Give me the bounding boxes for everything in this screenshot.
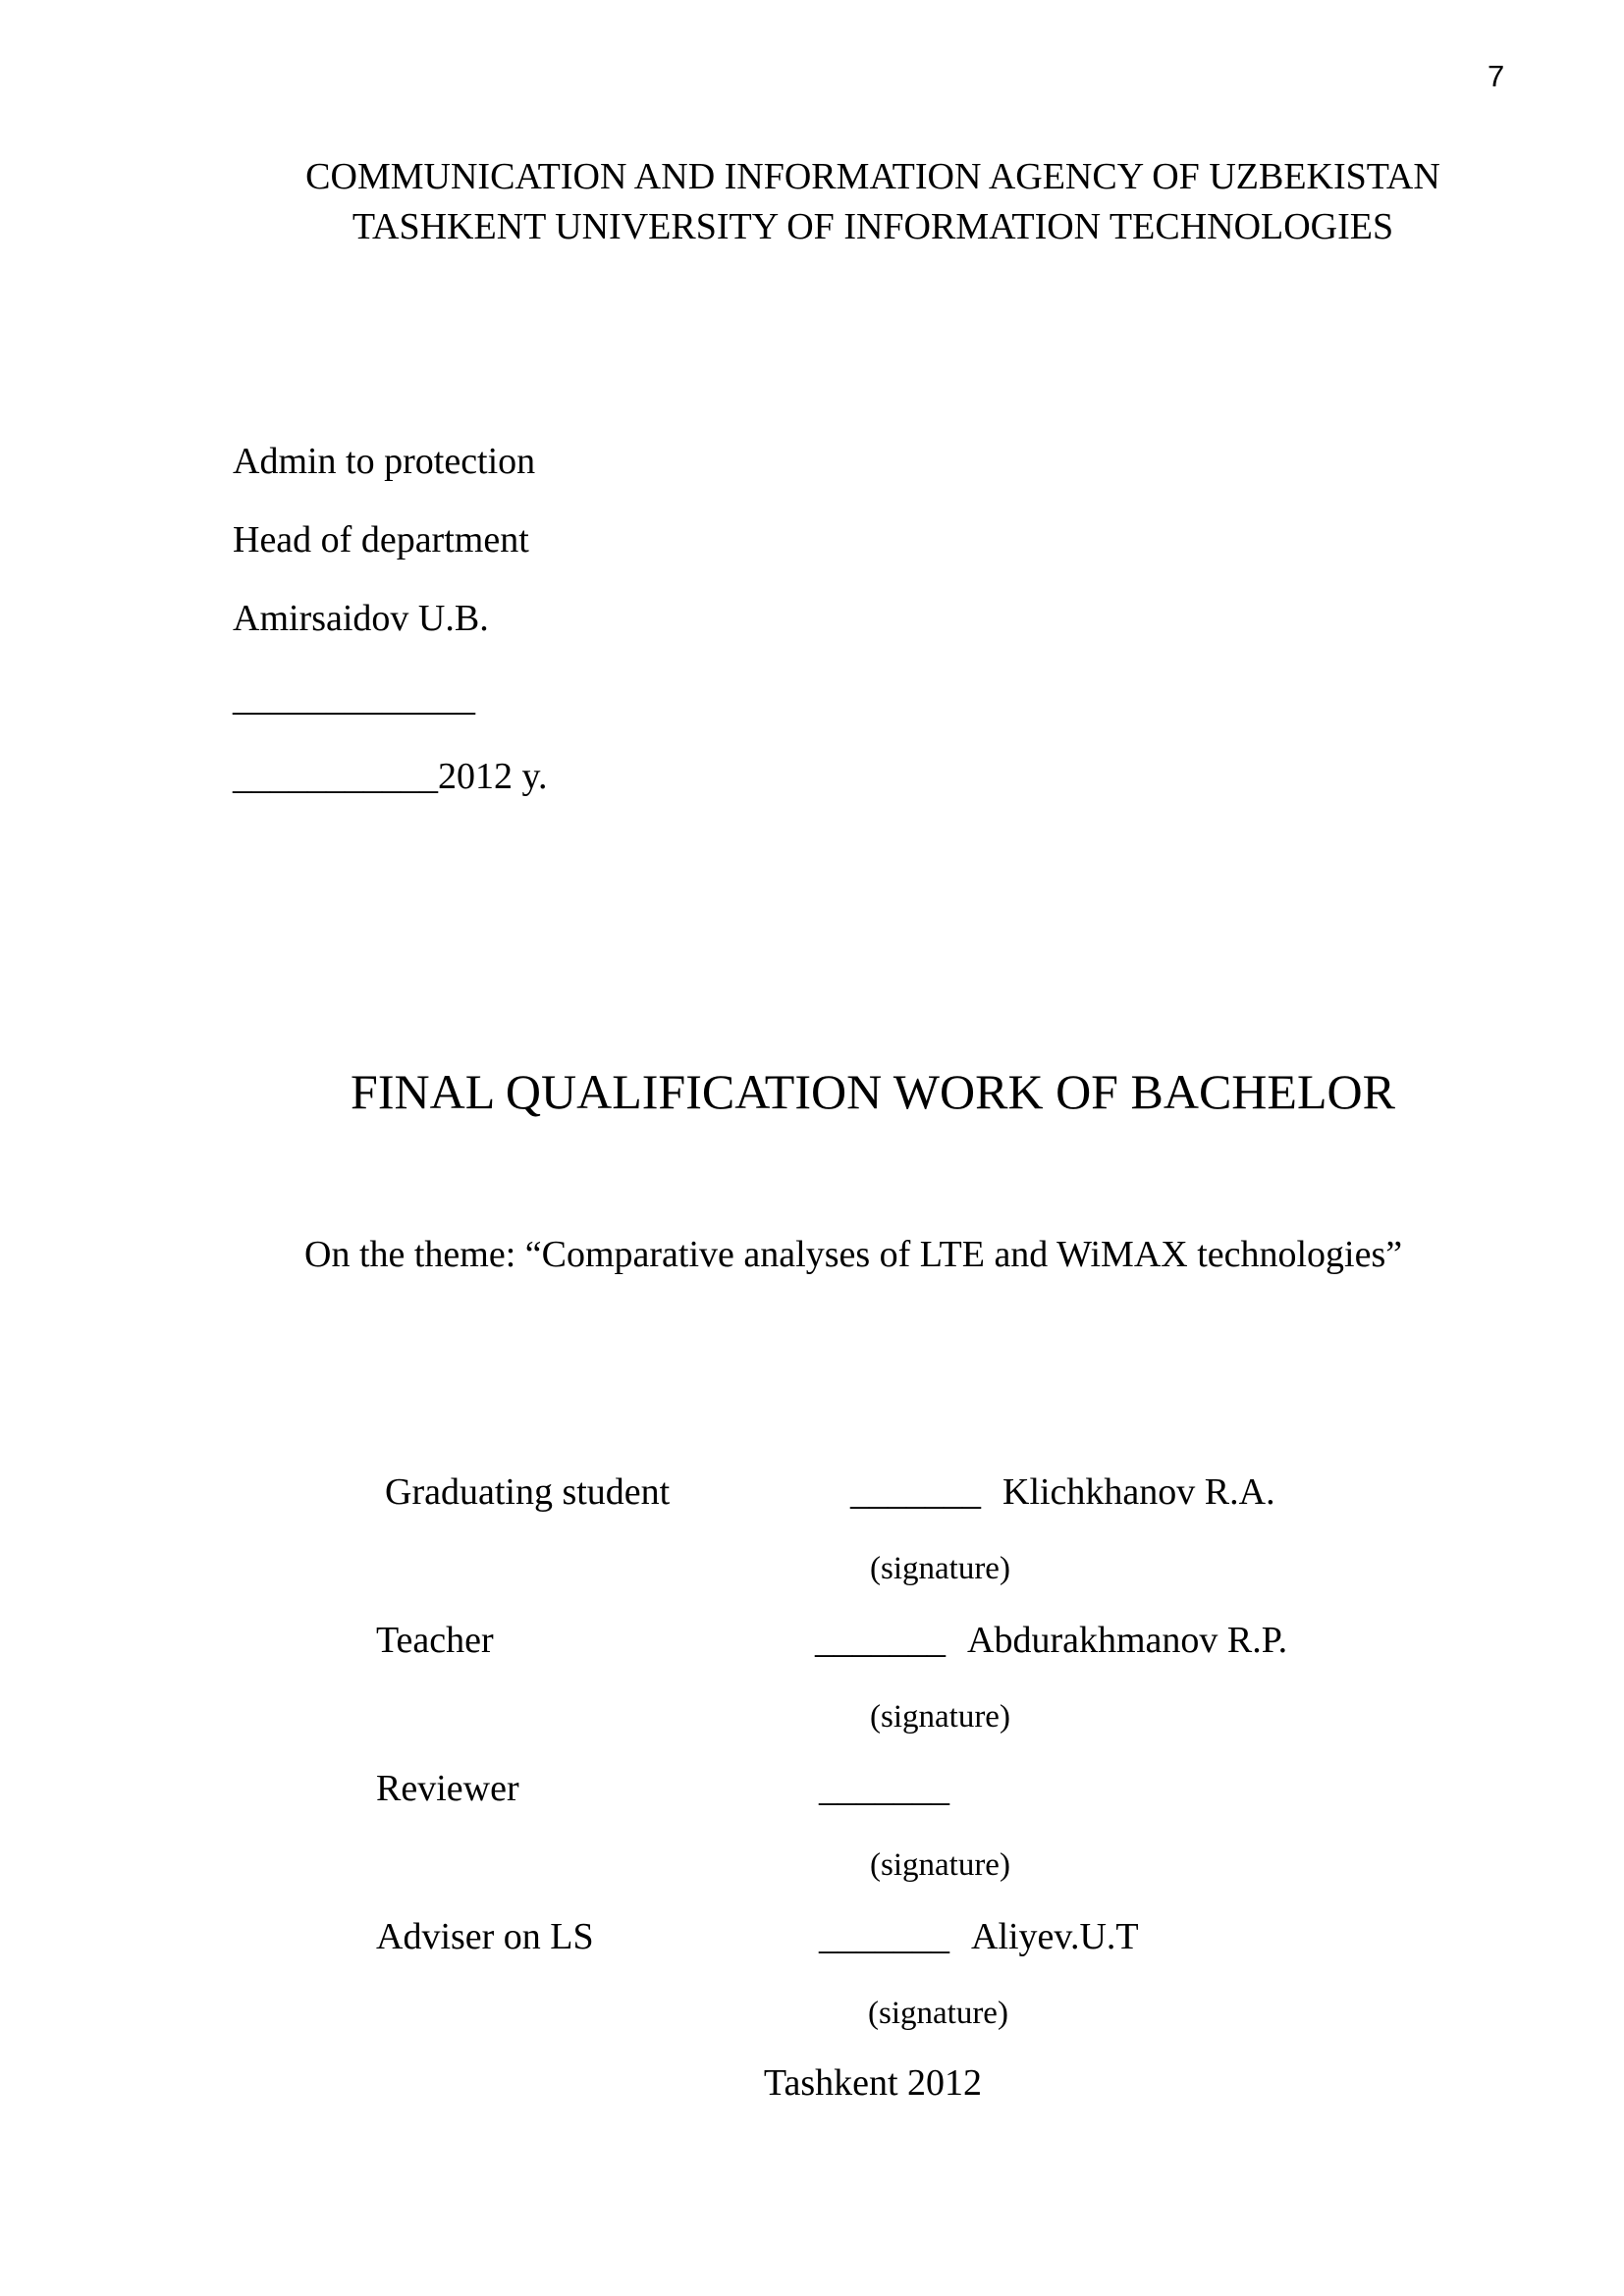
approval-head-line: Head of department xyxy=(233,519,529,561)
approval-signature-line: _____________ xyxy=(233,677,475,719)
signatory-role: Graduating student xyxy=(385,1471,671,1513)
signatory-name: Abdurakhmanov R.P. xyxy=(967,1620,1288,1661)
signatory-role: Teacher xyxy=(376,1620,494,1661)
signatory-name: Aliyev.U.T xyxy=(971,1916,1139,1957)
approval-name-line: Amirsaidov U.B. xyxy=(233,598,489,639)
approval-admin-line: Admin to protection xyxy=(233,441,536,482)
signature-caption: (signature) xyxy=(870,1551,1010,1586)
page-number: 7 xyxy=(1488,59,1505,93)
signatory-role: Adviser on LS xyxy=(376,1916,594,1957)
signature-caption: (signature) xyxy=(868,1996,1008,2031)
city-year: Tashkent 2012 xyxy=(763,2062,983,2104)
signature-caption: (signature) xyxy=(870,1699,1010,1735)
signatory-role: Reviewer xyxy=(376,1768,519,1809)
approval-date-line: ___________2012 y. xyxy=(233,756,548,797)
signatory-name: Klichkhanov R.A. xyxy=(1002,1471,1275,1513)
university-name: TASHKENT UNIVERSITY OF INFORMATION TECHNOLOGIES xyxy=(352,206,1394,247)
signature-line: _______ xyxy=(819,1768,949,1809)
agency-name: COMMUNICATION AND INFORMATION AGENCY OF UZBEKISTAN xyxy=(305,156,1440,197)
work-title: FINAL QUALIFICATION WORK OF BACHELOR xyxy=(351,1064,1395,1119)
theme-line: On the theme: “Comparative analyses of LTE and WiMAX technologies” xyxy=(304,1234,1403,1275)
signature-line: _______ xyxy=(850,1471,981,1513)
signature-line: _______ xyxy=(815,1620,946,1661)
signature-line: _______ xyxy=(819,1916,949,1957)
signature-caption: (signature) xyxy=(870,1847,1010,1883)
